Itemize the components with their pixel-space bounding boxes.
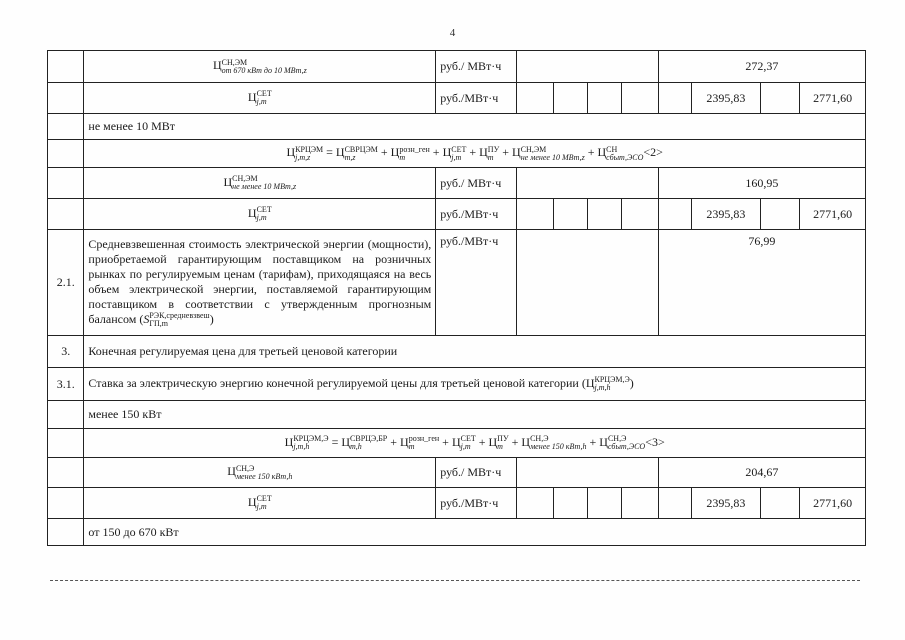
tariff-high-cell: 2771,60 (800, 83, 866, 114)
tariff-low-cell: 2395,83 (692, 488, 761, 519)
unit-cell: руб./МВт·ч (436, 199, 517, 230)
tariff-high-cell: 2771,60 (800, 199, 866, 230)
page-cut-line (50, 580, 860, 581)
price-symbol: Ц СЕТ j,m (84, 83, 436, 114)
section-label: менее 150 кВт (84, 401, 866, 429)
price-symbol: Ц СЕТ j,m (84, 199, 436, 230)
table-row (48, 458, 866, 488)
value-cell: 272,37 (658, 51, 865, 83)
tariff-low-cell: 2395,83 (692, 83, 761, 114)
unit-cell: руб./МВт·ч (436, 230, 517, 336)
table-row (48, 401, 866, 429)
description-cell: Средневзвешенная стоимость электрической энергии (мощности), приобретаемой гарантирующим поставщиком на розничных рынках по регулируемым ценам (тарифам), приходящаяся на весь объем электрической энергии, поставляемой гарантирующим поставщиком в соответствии с утвержденным прогнозным балансом (S РЭК,средневзвеш ГП,m ) (84, 230, 436, 336)
price-formula: Ц КРЦЭМ j,m,z = Ц СВРЦЭМ m,z + Ц розн_ген m + Ц СЕТ j,m + Ц ПУ m + Ц СН,ЭМ не менее 10 МВт,z + Ц СН сбыт,ЭСО <2> (84, 140, 866, 168)
unit-cell: руб./ МВт·ч (436, 168, 517, 199)
table-row (48, 488, 866, 519)
unit-cell: руб./МВт·ч (436, 488, 517, 519)
tariff-table (47, 50, 866, 546)
section-heading: Ставка за электрическую энергию конечной регулируемой цены для третьей ценовой категории (Ц КРЦЭМ,Э j,m,h ) (84, 368, 866, 401)
price-symbol: Ц СН,Э менее 150 кВт,h (84, 458, 436, 488)
footnote-ref: <2> (643, 145, 663, 160)
unit-cell: руб./ МВт·ч (436, 458, 517, 488)
price-symbol: Ц СЕТ j,m (84, 488, 436, 519)
table-row (48, 368, 866, 401)
footnote-ref: <3> (645, 434, 665, 449)
value-cell: 76,99 (658, 230, 865, 336)
table-row (48, 519, 866, 546)
table-row (48, 230, 866, 336)
unit-cell: руб./ МВт·ч (436, 51, 517, 83)
row-number: 3. (48, 336, 84, 368)
table-row (48, 114, 866, 140)
table-row (48, 429, 866, 458)
table-row (48, 336, 866, 368)
price-symbol: Ц СН,ЭМ не менее 10 МВт,z (84, 168, 436, 199)
table-row (48, 199, 866, 230)
section-heading: Конечная регулируемая цена для третьей ценовой категории (84, 336, 866, 368)
tariff-low-cell: 2395,83 (692, 199, 761, 230)
price-symbol: Ц СН,ЭМ от 670 кВт до 10 МВт,z (84, 51, 436, 83)
section-label: не менее 10 МВт (84, 114, 866, 140)
row-number: 3.1. (48, 368, 84, 401)
unit-cell: руб./МВт·ч (436, 83, 517, 114)
table-row (48, 168, 866, 199)
table-row (48, 51, 866, 83)
value-cell: 160,95 (658, 168, 865, 199)
value-cell: 204,67 (658, 458, 865, 488)
page-number: 4 (449, 27, 456, 39)
table-row (48, 140, 866, 168)
row-number: 2.1. (48, 230, 84, 336)
section-label: от 150 до 670 кВт (84, 519, 866, 546)
tariff-high-cell: 2771,60 (800, 488, 866, 519)
table-row (48, 83, 866, 114)
price-formula: Ц КРЦЭМ,Э j,m,h = Ц СВРЦЭ,БР m,h + Ц розн_ген m + Ц СЕТ j,m + Ц ПУ m + Ц СН,Э менее 150 кВт,h + Ц СН,Э сбыт,ЭСО <3> (84, 429, 866, 458)
